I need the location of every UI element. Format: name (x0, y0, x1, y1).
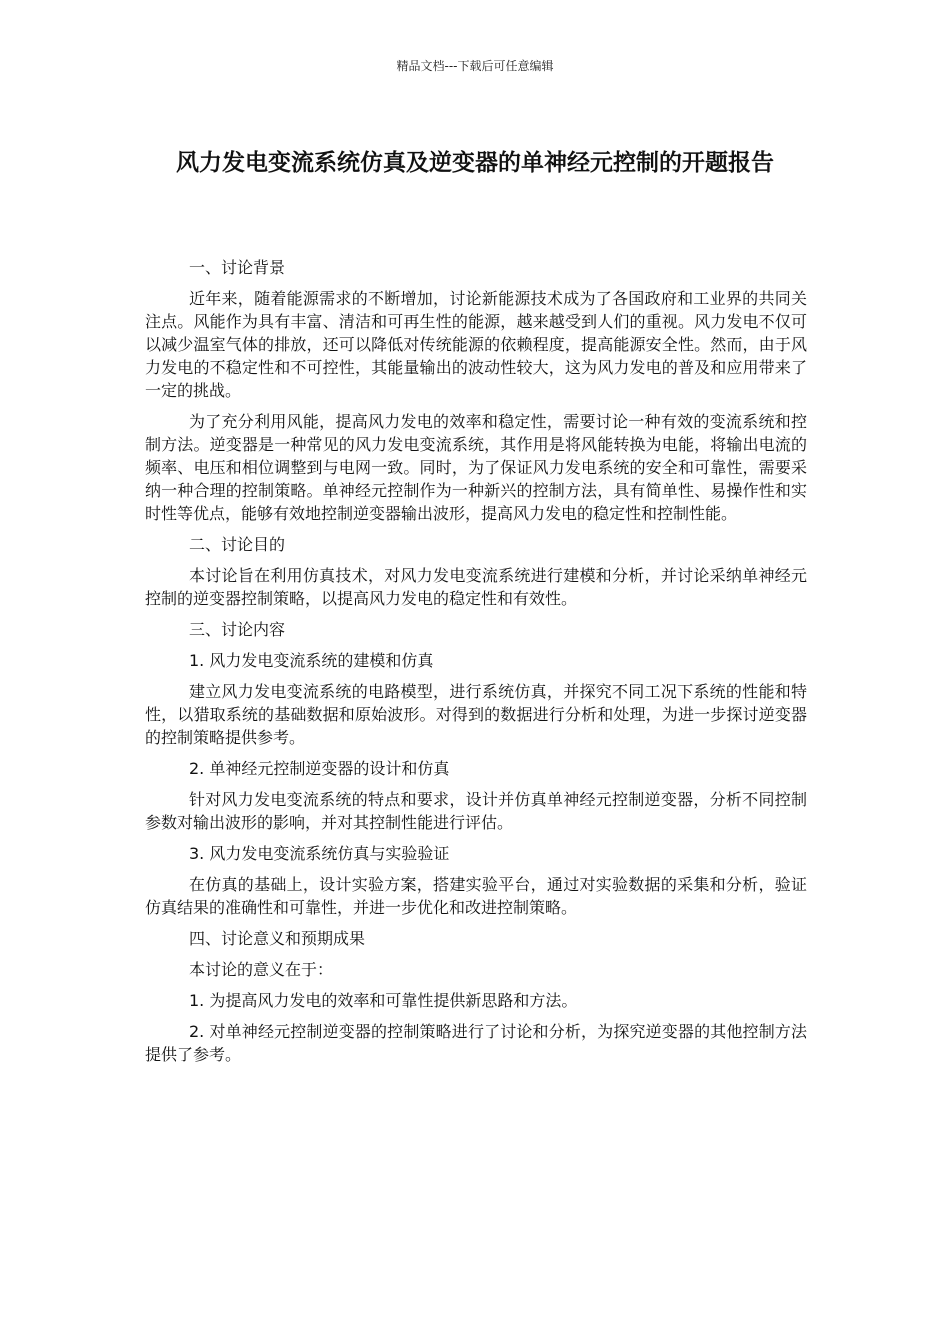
section-heading: 二、讨论目的 (189, 535, 286, 554)
document-body (145, 256, 807, 1074)
document-title: 风力发电变流系统仿真及逆变器的单神经元控制的开题报告 (176, 150, 774, 176)
subsection-heading: 3. 风力发电变流系统仿真与实验验证 (189, 844, 450, 863)
section-heading: 三、讨论内容 (189, 620, 286, 639)
subsection-heading: 2. 单神经元控制逆变器的设计和仿真 (189, 759, 450, 778)
paragraph: 本讨论的意义在于： (189, 960, 334, 979)
paragraph: 为了充分利用风能，提高风力发电的效率和稳定性，需要讨论一种有效的变流系统和控制方法。逆变器是一种常见的风力发电变流系统，其作用是将风能转换为电能，将输出电流的频率、电压和相位调整到与电网一致。同时，为了保证风力发电系统的安全和可靠性，需要采纳一种合理的控制策略。单神经元控制作为一种新兴的控制方法，具有简单性、易操作性和实时性等优点，能够有效地控制逆变器输出波形，提高风力发电的稳定性和控制性能。 (145, 412, 807, 523)
subsection-heading: 1. 风力发电变流系统的建模和仿真 (189, 651, 434, 670)
list-item: 2. 对单神经元控制逆变器的控制策略进行了讨论和分析，为探究逆变器的其他控制方法提供了参考。 (145, 1022, 807, 1064)
paragraph: 近年来，随着能源需求的不断增加，讨论新能源技术成为了各国政府和工业界的共同关注点。风能作为具有丰富、清洁和可再生性的能源，越来越受到人们的重视。风力发电不仅可以减少温室气体的排放，还可以降低对传统能源的依赖程度，提高能源安全性。然而，由于风力发电的不稳定性和不可控性，其能量输出的波动性较大，这为风力发电的普及和应用带来了一定的挑战。 (145, 289, 807, 400)
paragraph: 在仿真的基础上，设计实验方案，搭建实验平台，通过对实验数据的采集和分析，验证仿真结果的准确性和可靠性，并进一步优化和改进控制策略。 (145, 875, 807, 917)
section-significance (145, 927, 807, 1066)
paragraph: 本讨论旨在利用仿真技术，对风力发电变流系统进行建模和分析，并讨论采纳单神经元控制的逆变器控制策略，以提高风力发电的稳定性和有效性。 (145, 566, 807, 608)
section-heading: 四、讨论意义和预期成果 (189, 929, 366, 948)
section-background (145, 256, 807, 525)
section-heading: 一、讨论背景 (189, 258, 286, 277)
list-item: 1. 为提高风力发电的效率和可靠性提供新思路和方法。 (189, 991, 578, 1010)
paragraph: 针对风力发电变流系统的特点和要求，设计并仿真单神经元控制逆变器，分析不同控制参数对输出波形的影响，并对其控制性能进行评估。 (145, 790, 807, 832)
section-purpose (145, 533, 807, 610)
paragraph: 建立风力发电变流系统的电路模型，进行系统仿真，并探究不同工况下系统的性能和特性，以猎取系统的基础数据和原始波形。对得到的数据进行分析和处理，为进一步探讨逆变器的控制策略提供参考。 (145, 682, 807, 747)
section-content (145, 618, 807, 919)
header-note: 精品文档---下载后可任意编辑 (396, 59, 554, 73)
